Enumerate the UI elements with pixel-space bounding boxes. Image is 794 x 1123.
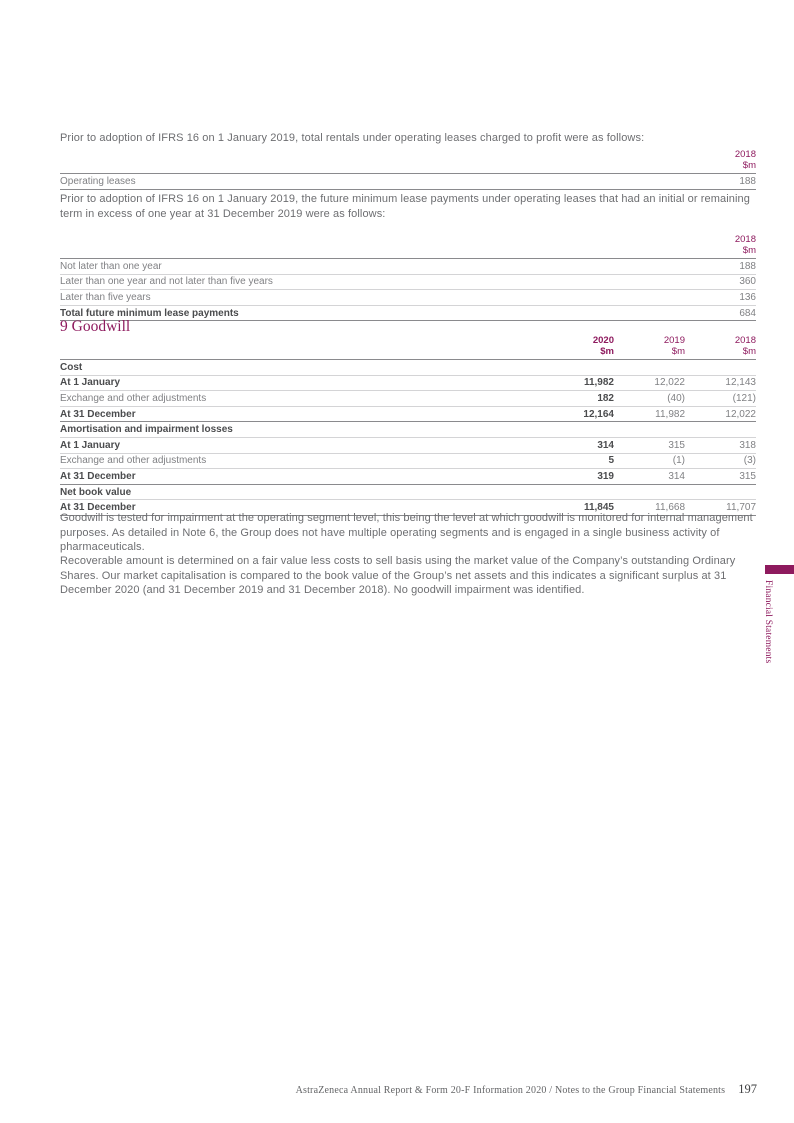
value-2018: 318 (739, 439, 756, 451)
value-2019: 11,982 (655, 408, 685, 420)
row-label: Total future minimum lease payments (60, 307, 239, 319)
row-label: At 1 January (60, 377, 121, 389)
table-operating-leases (60, 150, 756, 190)
column-year: 2018 (734, 234, 756, 245)
value-2020: 11,845 (583, 502, 614, 514)
row-value: 188 (739, 260, 756, 272)
value-2019: 315 (668, 439, 685, 451)
value-2020: 182 (597, 392, 614, 404)
column-year: 2018 (734, 149, 756, 160)
value-2020: 319 (597, 470, 614, 482)
column-unit: $m (742, 345, 756, 357)
column-year: 2019 (663, 335, 685, 346)
table-row (60, 259, 756, 275)
table-row (60, 275, 756, 291)
table-section-amortisation (60, 422, 756, 438)
row-label: At 31 December (60, 502, 136, 514)
column-unit: $m (600, 345, 614, 357)
value-2019: (40) (667, 392, 685, 404)
column-year: 2020 (592, 335, 614, 346)
table-row-subtotal (60, 469, 756, 485)
table-row (60, 391, 756, 407)
table-row-total (60, 306, 756, 322)
row-label: Later than one year and not later than five years (60, 276, 273, 288)
column-header-2020 (543, 336, 614, 357)
value-2018: 12,143 (725, 377, 756, 389)
row-value: 188 (739, 175, 756, 187)
row-label: Not later than one year (60, 260, 162, 272)
footer-breadcrumb: AstraZeneca Annual Report & Form 20-F Information 2020 / Notes to the Group Financial Statements (295, 1085, 726, 1096)
note-9-goodwill-heading: 9 Goodwill (60, 318, 131, 335)
row-label: Later than five years (60, 291, 151, 303)
table-row-subtotal (60, 407, 756, 423)
value-2019: (1) (672, 455, 685, 467)
value-2019: 314 (668, 470, 685, 482)
table-goodwill (60, 336, 756, 516)
value-2018: (121) (732, 392, 756, 404)
table-row (60, 454, 756, 470)
paragraph-future-payments-intro: Prior to adoption of IFRS 16 on 1 January 2019, the future minimum lease payments under operating leases that had an initial or remaining term in excess of one year at 31 December 2019 were as follows: (60, 193, 750, 220)
column-unit: $m (742, 159, 756, 171)
table-section-net-book-value (60, 485, 756, 501)
table-future-payments (60, 235, 756, 321)
value-2019: 12,022 (654, 377, 685, 389)
section-tab-marker (765, 565, 794, 574)
table-row (60, 438, 756, 454)
column-header-2018 (685, 235, 756, 256)
column-unit: $m (671, 345, 685, 357)
paragraph-impairment-testing: Goodwill is tested for impairment at the operating segment level, this being the level at which goodwill is monitored for internal management purposes. As detailed in Note 6, the Group does not have multiple operating segments and is engaged in a single business activity of pharmaceuticals. (60, 512, 753, 553)
table-row (60, 174, 756, 190)
table-header-row (60, 336, 756, 360)
row-label: Cost (60, 361, 83, 373)
section-tab-financial-statements: Financial Statements (763, 580, 773, 664)
row-value: 684 (739, 307, 756, 319)
row-label: At 31 December (60, 470, 136, 482)
column-year: 2018 (734, 335, 756, 346)
table-header-row (60, 235, 756, 259)
page-footer (296, 1082, 757, 1097)
table-row (60, 376, 756, 392)
footer-page-number: 197 (738, 1082, 757, 1096)
column-header-2018 (685, 336, 756, 357)
column-unit: $m (742, 244, 756, 256)
column-header-2019 (614, 336, 685, 357)
row-value: 136 (739, 291, 756, 303)
table-row (60, 290, 756, 306)
value-2018: 315 (739, 470, 756, 482)
value-2020: 12,164 (583, 408, 614, 420)
value-2020: 11,982 (583, 377, 614, 389)
row-label: Exchange and other adjustments (60, 392, 207, 404)
paragraph-recoverable-amount: Recoverable amount is determined on a fair value less costs to sell basis using the market value of the Company’s outstanding Ordinary Shares. Our market capitalisation is compared to the book value of the Group’s net assets and this indicates a significant surplus at 31 December 2020 (and 31 December 2019 and 31 December 2018). No goodwill impairment was identified. (60, 555, 736, 596)
column-header-2018 (685, 150, 756, 171)
table-header-row (60, 150, 756, 174)
value-2019: 11,668 (655, 502, 685, 514)
row-label: Operating leases (60, 175, 136, 187)
paragraph-operating-leases-intro: Prior to adoption of IFRS 16 on 1 January 2019, total rentals under operating leases charged to profit were as follows: (60, 132, 645, 144)
row-label: Amortisation and impairment losses (60, 424, 233, 436)
value-2018: (3) (743, 455, 756, 467)
row-value: 360 (739, 276, 756, 288)
value-2020: 5 (608, 455, 614, 467)
value-2020: 314 (597, 439, 614, 451)
row-label: Net book value (60, 486, 132, 498)
table-section-cost (60, 360, 756, 376)
row-label: At 31 December (60, 408, 136, 420)
value-2018: 12,022 (725, 408, 756, 420)
row-label: At 1 January (60, 439, 121, 451)
row-label: Exchange and other adjustments (60, 455, 207, 467)
value-2018: 11,707 (726, 502, 756, 514)
